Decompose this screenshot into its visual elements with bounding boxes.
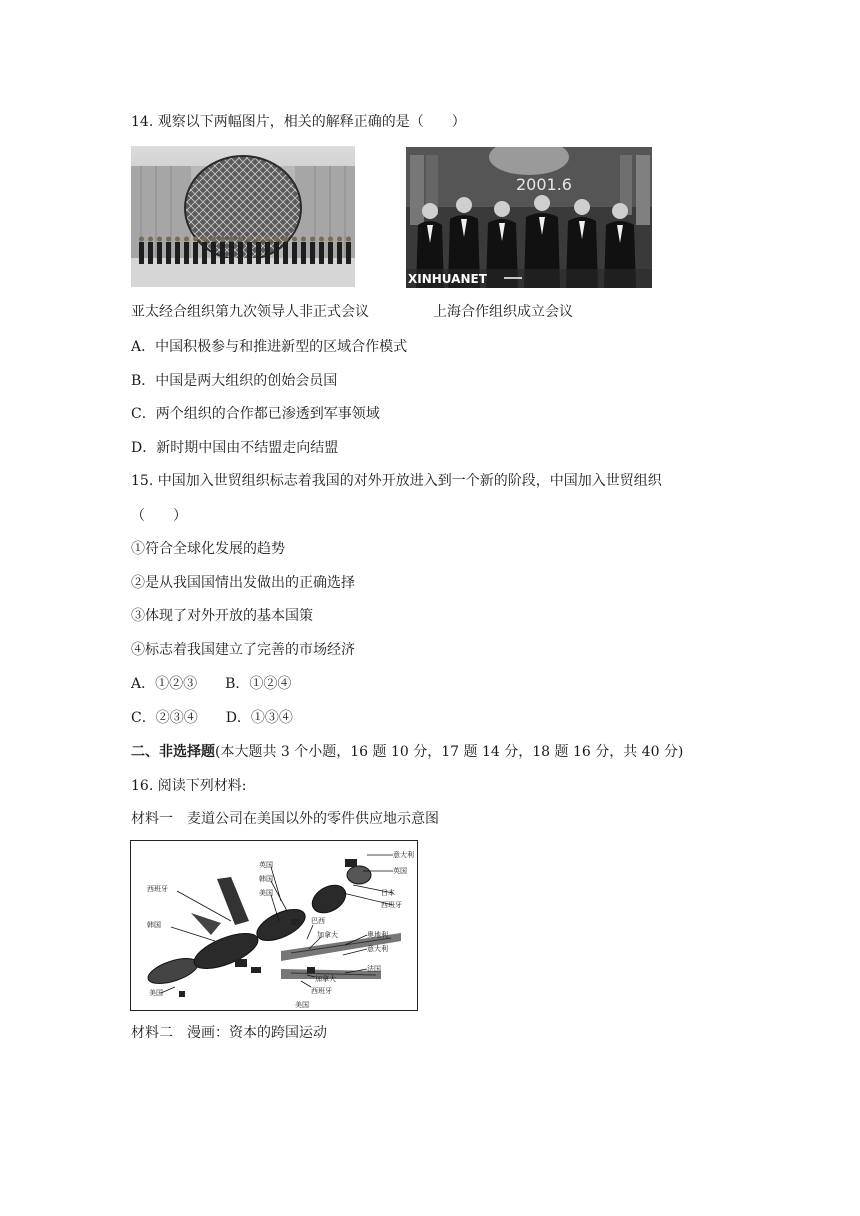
material-2-title: 材料二 漫画：资本的跨国运动 (131, 1025, 327, 1041)
label-canada-mid: 加拿大 (317, 931, 338, 939)
label-spain-low: 西班牙 (311, 987, 332, 995)
q14-option-d: D．新时期中国由不结盟走向结盟 (131, 440, 339, 456)
label-spain-right: 西班牙 (381, 901, 402, 909)
q15-statement-4: ④标志着我国建立了完善的市场经济 (131, 642, 355, 658)
q14-option-b: B．中国是两大组织的创始会员国 (131, 373, 338, 389)
label-uk-2: 英国 (259, 861, 273, 869)
label-japan: 日本 (381, 889, 395, 897)
section-2-scoring: (本大题共 3 个小题，16 题 10 分，17 题 14 分，18 题 16 分，共 40 分) (215, 744, 684, 760)
q15-options-row-1: A．①②③ B．①②④ (131, 676, 292, 692)
q15-statement-2: ②是从我国国情出发做出的正确选择 (131, 575, 355, 591)
sco-caption: 上海合作组织成立会议 (433, 304, 573, 320)
label-brazil: 巴西 (311, 917, 325, 925)
label-italy-top: 意大利 (393, 851, 414, 859)
section-2-title: 二、非选择题 (131, 744, 215, 760)
q14-option-a: A．中国积极参与和推进新型的区域合作模式 (131, 339, 408, 355)
apec-meeting-photo (131, 146, 355, 287)
label-italy-mid: 意大利 (367, 945, 388, 953)
label-korea-left: 韩国 (147, 921, 161, 929)
q15-statement-1: ①符合全球化发展的趋势 (131, 541, 285, 557)
sco-meeting-photo (406, 147, 652, 288)
label-spain-left: 西班牙 (147, 885, 168, 893)
q14-option-c: C．两个组织的合作都已渗透到军事领域 (131, 406, 380, 422)
section-2-heading (131, 743, 683, 761)
question-15-answer-bracket: （ ） (131, 508, 187, 524)
question-15-stem: 15. 中国加入世贸组织标志着我国的对外开放进入到一个新的阶段，中国加入世贸组织 (131, 473, 662, 489)
material-1-title: 材料一 麦道公司在美国以外的零件供应地示意图 (131, 811, 439, 827)
apec-caption: 亚太经合组织第九次领导人非正式会议 (131, 304, 369, 320)
question-14-stem: 14. 观察以下两幅图片，相关的解释正确的是（ ） (131, 114, 466, 130)
label-france: 法国 (367, 965, 381, 973)
xinhuanet-watermark: XINHUANET (408, 272, 487, 286)
label-us-left: 美国 (149, 989, 163, 997)
label-korea-top: 韩国 (259, 875, 273, 883)
sco-photo-date: 2001.6 (516, 175, 572, 194)
aircraft-parts-supply-diagram (130, 840, 418, 1011)
q15-options-row-2: C．②③④ D．①③④ (131, 710, 293, 726)
question-16-stem: 16. 阅读下列材料: (131, 778, 247, 794)
label-us-top: 美国 (259, 889, 273, 897)
q15-statement-3: ③体现了对外开放的基本国策 (131, 608, 313, 624)
label-canada-low: 加拿大 (315, 975, 336, 983)
label-austria: 奥地利 (367, 931, 388, 939)
label-uk: 英国 (393, 867, 407, 875)
label-us-bottom: 美国 (295, 1001, 309, 1009)
